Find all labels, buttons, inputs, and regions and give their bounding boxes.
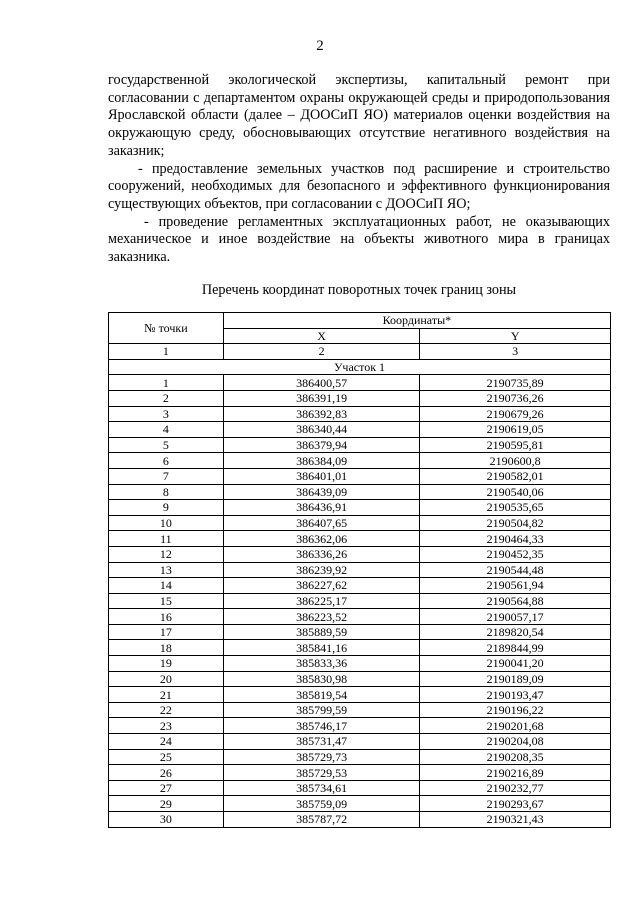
y-coordinate-cell: 2190735,89 [420, 375, 611, 391]
y-coordinate-cell: 2190193,47 [420, 687, 611, 703]
x-coordinate-cell: 386340,44 [223, 422, 420, 438]
x-coordinate-cell: 385819,54 [223, 687, 420, 703]
point-number-cell: 21 [109, 687, 224, 703]
point-number-cell: 13 [109, 562, 224, 578]
table-row [109, 468, 611, 484]
x-coordinate-cell: 386225,17 [223, 593, 420, 609]
x-coordinate-cell: 386362,06 [223, 531, 420, 547]
point-number-cell: 30 [109, 812, 224, 828]
point-number-cell: 29 [109, 796, 224, 812]
x-coordinate-cell: 386400,57 [223, 375, 420, 391]
y-coordinate-cell: 2190544,48 [420, 562, 611, 578]
x-coordinate-cell: 385799,59 [223, 702, 420, 718]
header-x: X [223, 328, 420, 344]
y-coordinate-cell: 2190201,68 [420, 718, 611, 734]
x-coordinate-cell: 386407,65 [223, 515, 420, 531]
table-row [109, 640, 611, 656]
x-coordinate-cell: 385833,36 [223, 656, 420, 672]
table-row [109, 609, 611, 625]
header-point-number: № точки [109, 313, 224, 344]
point-number-cell: 19 [109, 656, 224, 672]
table-row [109, 593, 611, 609]
header-y: Y [420, 328, 611, 344]
table-row [109, 422, 611, 438]
x-coordinate-cell: 386384,09 [223, 453, 420, 469]
x-coordinate-cell: 386239,92 [223, 562, 420, 578]
table-row [109, 702, 611, 718]
x-coordinate-cell: 385734,61 [223, 780, 420, 796]
point-number-cell: 25 [109, 749, 224, 765]
point-number-cell: 20 [109, 671, 224, 687]
table-row [109, 749, 611, 765]
point-number-cell: 9 [109, 500, 224, 516]
section-label: Участок 1 [109, 359, 611, 375]
y-coordinate-cell: 2190619,05 [420, 422, 611, 438]
y-coordinate-cell: 2190204,08 [420, 734, 611, 750]
y-coordinate-cell: 2190561,94 [420, 578, 611, 594]
table-row [109, 500, 611, 516]
x-coordinate-cell: 385746,17 [223, 718, 420, 734]
x-coordinate-cell: 386439,09 [223, 484, 420, 500]
y-coordinate-cell: 2190041,20 [420, 656, 611, 672]
table-row [109, 812, 611, 828]
table-row [109, 531, 611, 547]
x-coordinate-cell: 386223,52 [223, 609, 420, 625]
page-number: 2 [316, 38, 324, 54]
point-number-cell: 2 [109, 390, 224, 406]
x-coordinate-cell: 385729,53 [223, 765, 420, 781]
y-coordinate-cell: 2190189,09 [420, 671, 611, 687]
y-coordinate-cell: 2190464,33 [420, 531, 611, 547]
table-title: Перечень координат поворотных точек границ зоны [201, 282, 517, 298]
y-coordinate-cell: 2190595,81 [420, 437, 611, 453]
y-coordinate-cell: 2190535,65 [420, 500, 611, 516]
table-row [109, 515, 611, 531]
body-text [108, 72, 610, 267]
y-coordinate-cell: 2190232,77 [420, 780, 611, 796]
point-number-cell: 18 [109, 640, 224, 656]
table-row [109, 796, 611, 812]
x-coordinate-cell: 385889,59 [223, 624, 420, 640]
point-number-cell: 1 [109, 375, 224, 391]
table-row [109, 624, 611, 640]
table-row [109, 671, 611, 687]
y-coordinate-cell: 2190679,26 [420, 406, 611, 422]
point-number-cell: 3 [109, 406, 224, 422]
point-number-cell: 17 [109, 624, 224, 640]
y-coordinate-cell: 2190564,88 [420, 593, 611, 609]
x-coordinate-cell: 385787,72 [223, 812, 420, 828]
x-coordinate-cell: 386379,94 [223, 437, 420, 453]
y-coordinate-cell: 2190293,67 [420, 796, 611, 812]
paragraph-land-plots: - предоставление земельных участков под расширение и строительство сооружений, необходимых для безопасного и эффективного функционирования существующих объектов, при согласовании с ДООСиП ЯО; [108, 160, 610, 212]
point-number-cell: 10 [109, 515, 224, 531]
x-coordinate-cell: 386392,83 [223, 406, 420, 422]
table-row [109, 765, 611, 781]
x-coordinate-cell: 386401,01 [223, 468, 420, 484]
point-number-cell: 4 [109, 422, 224, 438]
table-row [109, 375, 611, 391]
point-number-cell: 11 [109, 531, 224, 547]
y-coordinate-cell: 2190196,22 [420, 702, 611, 718]
table-row [109, 453, 611, 469]
y-coordinate-cell: 2190208,35 [420, 749, 611, 765]
x-coordinate-cell: 386227,62 [223, 578, 420, 594]
point-number-cell: 24 [109, 734, 224, 750]
table-row [109, 390, 611, 406]
y-coordinate-cell: 2190216,89 [420, 765, 611, 781]
y-coordinate-cell: 2190736,26 [420, 390, 611, 406]
table-row [109, 687, 611, 703]
table-row [109, 484, 611, 500]
header-coordinates: Координаты* [223, 313, 610, 329]
column-number: 2 [223, 344, 420, 360]
x-coordinate-cell: 385830,98 [223, 671, 420, 687]
point-number-cell: 6 [109, 453, 224, 469]
table-header-row [109, 313, 611, 329]
y-coordinate-cell: 2190057,17 [420, 609, 611, 625]
table-row [109, 656, 611, 672]
coordinates-table [108, 312, 611, 828]
x-coordinate-cell: 386391,19 [223, 390, 420, 406]
point-number-cell: 8 [109, 484, 224, 500]
y-coordinate-cell: 2190321,43 [420, 812, 611, 828]
point-number-cell: 7 [109, 468, 224, 484]
x-coordinate-cell: 386336,26 [223, 546, 420, 562]
point-number-cell: 16 [109, 609, 224, 625]
point-number-cell: 14 [109, 578, 224, 594]
point-number-cell: 26 [109, 765, 224, 781]
x-coordinate-cell: 385841,16 [223, 640, 420, 656]
table-row [109, 406, 611, 422]
point-number-cell: 15 [109, 593, 224, 609]
y-coordinate-cell: 2189844,99 [420, 640, 611, 656]
y-coordinate-cell: 2189820,54 [420, 624, 611, 640]
section-row [109, 359, 611, 375]
point-number-cell: 5 [109, 437, 224, 453]
table-row [109, 437, 611, 453]
y-coordinate-cell: 2190582,01 [420, 468, 611, 484]
x-coordinate-cell: 386436,91 [223, 500, 420, 516]
column-number: 3 [420, 344, 611, 360]
paragraph-continuation: государственной экологической экспертизы, капитальный ремонт при согласовании с департаментом охраны окружающей среды и природопользования Ярославской области (далее – ДООСиП ЯО) материалов оценки воздействия на окружающую среду, обосновывающих отсутствие негативного воздействия на заказник; [108, 72, 610, 159]
table-row [109, 578, 611, 594]
column-number: 1 [109, 344, 224, 360]
table-row [109, 546, 611, 562]
point-number-cell: 27 [109, 780, 224, 796]
x-coordinate-cell: 385731,47 [223, 734, 420, 750]
y-coordinate-cell: 2190540,06 [420, 484, 611, 500]
x-coordinate-cell: 385729,73 [223, 749, 420, 765]
y-coordinate-cell: 2190452,35 [420, 546, 611, 562]
y-coordinate-cell: 2190600,8 [420, 453, 611, 469]
point-number-cell: 22 [109, 702, 224, 718]
x-coordinate-cell: 385759,09 [223, 796, 420, 812]
table-row [109, 562, 611, 578]
table-row [109, 780, 611, 796]
column-numbers-row [109, 344, 611, 360]
y-coordinate-cell: 2190504,82 [420, 515, 611, 531]
table-row [109, 718, 611, 734]
point-number-cell: 23 [109, 718, 224, 734]
point-number-cell: 12 [109, 546, 224, 562]
paragraph-maintenance: - проведение регламентных эксплуатационных работ, не оказывающих механическое и иное воздействие на объекты животного мира в границах заказника. [108, 213, 610, 266]
table-row [109, 734, 611, 750]
